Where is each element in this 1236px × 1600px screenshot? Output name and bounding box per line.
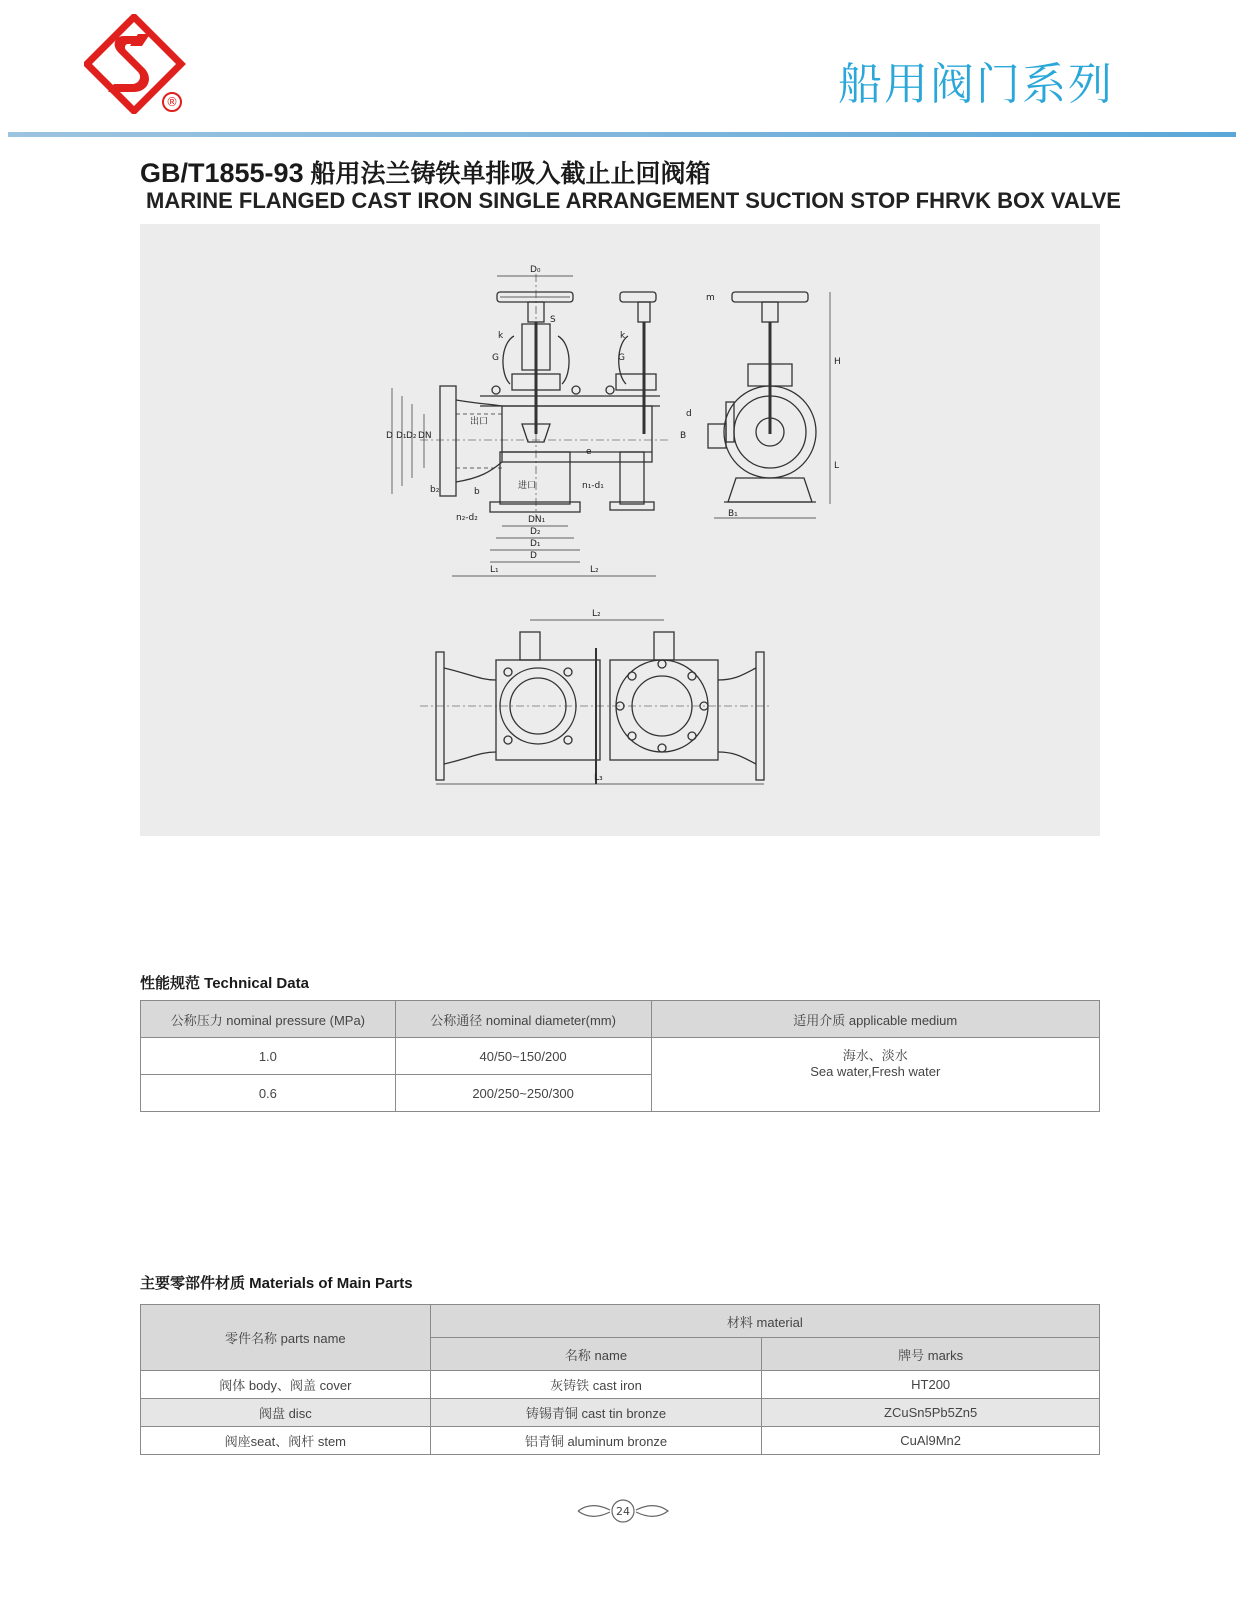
header-diameter: 公称通径 nominal diameter(mm) [395,1001,651,1038]
label-g: G [492,353,499,363]
part-cell: 阀盘 disc [141,1399,431,1427]
label-m: m [706,293,715,303]
label-b: b [474,487,480,497]
label-d: D [386,431,393,441]
diameter-cell: 200/250~250/300 [395,1075,651,1112]
label-d1-bottom: D₁ [530,539,541,549]
table-row [141,1399,1100,1427]
label-d1: D₁ [396,431,407,441]
label-l2: L₂ [590,565,599,575]
technical-drawing [140,224,1100,836]
side-handwheel [732,292,808,302]
label-g2: G [618,353,625,363]
label-b1: B₁ [728,509,738,519]
material-name-cell: 铝青铜 aluminum bronze [430,1427,762,1455]
plan-left-flange [436,652,444,780]
header-pressure: 公称压力 nominal pressure (MPa) [141,1001,396,1038]
material-mark-cell: ZCuSn5Pb5Zn5 [762,1399,1100,1427]
diameter-cell: 40/50~150/200 [395,1038,651,1075]
header-divider [8,132,1236,137]
label-inlet: 进口 [518,481,537,491]
materials-table [140,1304,1100,1455]
label-n2d2: n₂-d₂ [456,513,478,523]
table-row [141,1038,1100,1075]
standard-code: GB/T1855-93 [140,158,304,188]
label-l3-plan: L₃ [594,773,603,783]
page-number [576,1496,670,1526]
product-title-en: MARINE FLANGED CAST IRON SINGLE ARRANGEMENT SUCTION STOP FHRVK BOX VALVE [146,188,1121,213]
label-l: L [834,461,840,471]
label-d-bottom: D [530,551,537,561]
label-h: H [834,357,841,367]
material-name-cell: 铸锡青铜 cast tin bronze [430,1399,762,1427]
valve-drawing-svg [140,224,1100,836]
label-outlet: 出口 [470,417,489,427]
plan-box-left [496,660,600,760]
material-name-cell: 灰铸铁 cast iron [430,1371,762,1399]
label-l1: L₁ [490,565,499,575]
outlet-flange [440,386,456,496]
label-d0: D₀ [530,265,541,275]
header-material-name: 名称 name [430,1338,762,1371]
handwheel-right [620,292,656,302]
label-dn1: DN₁ [528,515,546,525]
part-cell: 阀座seat、阀杆 stem [141,1427,431,1455]
label-s: S [550,315,556,325]
label-e: e [586,447,592,457]
label-n1d1: n₁-d₁ [582,481,604,491]
material-mark-cell: HT200 [762,1371,1100,1399]
label-d2: D₂ [406,431,417,441]
medium-cell [651,1038,1100,1112]
medium-cn: 海水、淡水 [842,1048,908,1063]
product-title-cn: 船用法兰铸铁单排吸入截止止回阀箱 [310,160,711,188]
label-dd: d [686,409,692,419]
series-title: 船用阀门系列 [838,59,1114,110]
label-l2-plan: L₂ [592,609,601,619]
pressure-cell: 1.0 [141,1038,396,1075]
table-row [141,1427,1100,1455]
product-title [140,154,711,190]
pressure-cell: 0.6 [141,1075,396,1112]
label-k2: k [620,331,626,341]
header-medium: 适用介质 applicable medium [651,1001,1100,1038]
label-bb: B [680,431,687,441]
header-part-name: 零件名称 parts name [141,1305,431,1371]
label-dn: DN [418,431,432,441]
technical-data-title: 性能规范 Technical Data [140,975,309,992]
label-d2-bottom: D₂ [530,527,541,537]
header-material: 材料 material [430,1305,1099,1338]
medium-en: Sea water,Fresh water [810,1064,941,1079]
material-mark-cell: CuAl9Mn2 [762,1427,1100,1455]
part-cell: 阀体 body、阀盖 cover [141,1371,431,1399]
label-b2: b₂ [430,485,440,495]
header-material-marks: 牌号 marks [762,1338,1100,1371]
company-logo [84,14,188,114]
registered-mark: ® [166,95,178,109]
technical-data-table [140,1000,1100,1112]
table-row [141,1371,1100,1399]
page-number-text: 24 [616,1505,630,1518]
label-k: k [498,331,504,341]
materials-title: 主要零部件材质 Materials of Main Parts [140,1275,413,1292]
plan-right-flange [756,652,764,780]
